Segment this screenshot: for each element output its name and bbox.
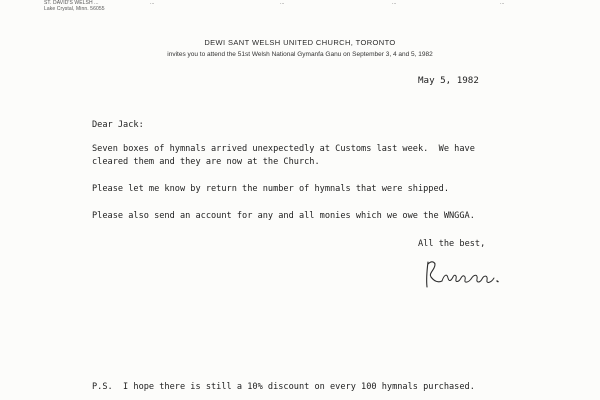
letterhead-invitation: invites you to attend the 51st Welsh National Gymanfa Ganu on September 3, 4 and 5, 1982 [167, 51, 433, 58]
letterhead-fragment: ... [280, 0, 285, 6]
closing: All the best, [418, 239, 486, 249]
body-paragraph-3: Please also send an account for any and all monies which we owe the WNGGA. [92, 211, 475, 221]
letterhead-fragment: ... [150, 0, 155, 6]
body-paragraph-1-line-1: Seven boxes of hymnals arrived unexpectedly at Customs last week. We have [92, 144, 475, 154]
letter-date: May 5, 1982 [418, 75, 479, 86]
letterhead-fragment: ST. DAVID'S WELSH ... Lake Crystal, Minn. 56055 [44, 0, 105, 12]
body-paragraph-2: Please let me know by return the number of hymnals that were shipped. [92, 184, 449, 194]
postscript: P.S. I hope there is still a 10% discount on every 100 hymnals purchased. [92, 382, 475, 392]
handwritten-signature [418, 256, 518, 292]
salutation: Dear Jack: [92, 120, 144, 130]
letterhead-fragment: ... [500, 0, 505, 6]
letterhead-fragment: ... [392, 0, 397, 6]
body-paragraph-1-line-2: cleared them and they are now at the Church. [92, 157, 320, 167]
letterhead-organization: DEWI SANT WELSH UNITED CHURCH, TORONTO [204, 38, 396, 47]
